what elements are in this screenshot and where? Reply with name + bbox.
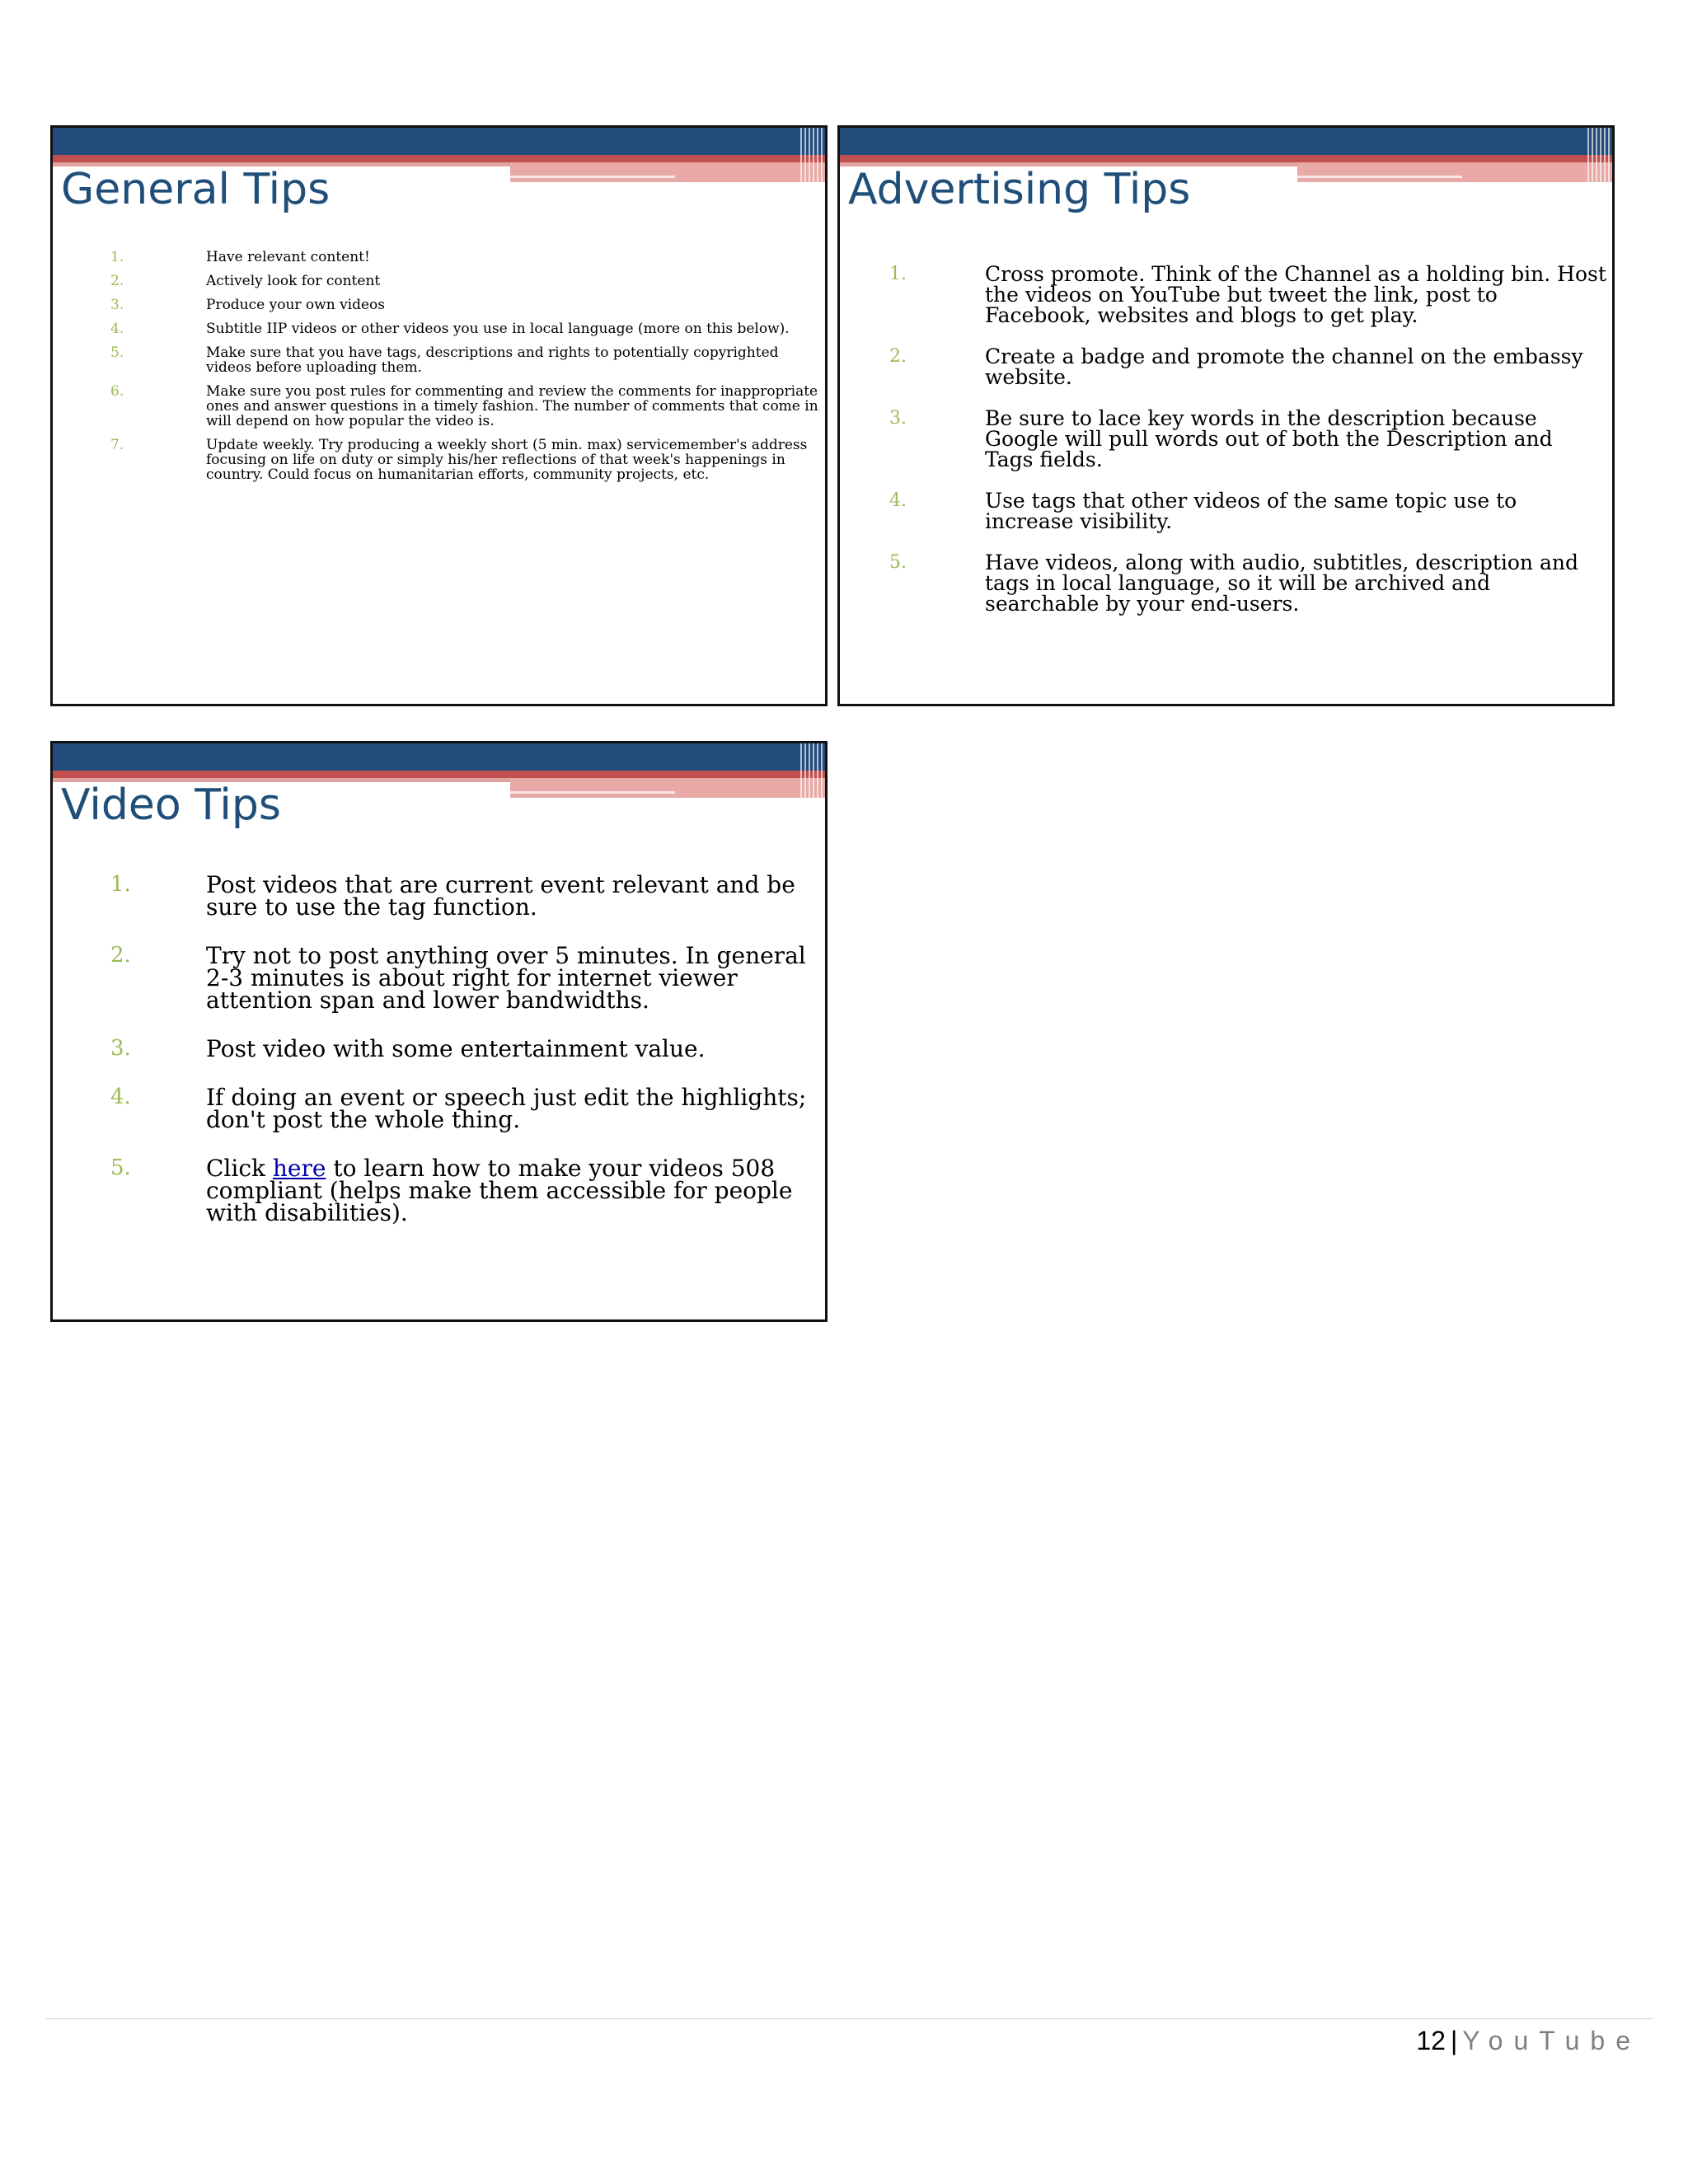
- item-number: 4.: [889, 490, 907, 511]
- page-footer: [1416, 2022, 1641, 2060]
- item-number: 1.: [110, 872, 131, 897]
- list-item: [110, 1157, 819, 1224]
- slide-title: General Tips: [61, 165, 331, 214]
- list-item: [110, 345, 819, 375]
- item-number: 3.: [110, 297, 124, 313]
- slide-general-tips: [50, 125, 828, 706]
- footer-section-label: YouTube: [1462, 2026, 1641, 2055]
- slide-video-tips: [50, 741, 828, 1322]
- slide-title: Video Tips: [61, 780, 281, 830]
- item-number: 1.: [889, 264, 907, 284]
- item-text: Make sure you post rules for commenting and review the comments for inappropriate ones and answer questions in a timely fashion. The number of comments that come in will depend on how popular the video is.: [206, 383, 818, 429]
- list-item: [110, 321, 819, 336]
- item-text: Be sure to lace key words in the description because Google will pull words out of both the Description and Tags fields.: [985, 406, 1553, 471]
- footer-separator: |: [1450, 2026, 1458, 2055]
- list-item: [110, 384, 819, 429]
- item-number: 7.: [110, 437, 124, 453]
- list-item: [110, 438, 819, 482]
- list-item: [110, 298, 819, 312]
- list-item: [889, 264, 1606, 326]
- item-number: 2.: [110, 273, 124, 289]
- list-item: [110, 274, 819, 288]
- list-item: [889, 552, 1606, 614]
- list-item: [889, 346, 1606, 387]
- tips-list: [110, 250, 819, 491]
- item-text: [206, 1157, 819, 1224]
- item-text-suffix: to learn how to make your videos 508 compliant (helps make them accessible for people with disabilities).: [206, 1155, 793, 1226]
- item-number: 1.: [110, 249, 124, 265]
- item-text: Use tags that other videos of the same topic use to increase visibility.: [985, 489, 1517, 533]
- slide-advertising-tips: [837, 125, 1615, 706]
- item-number: 5.: [110, 1155, 131, 1180]
- item-text: If doing an event or speech just edit the highlights; don't post the whole thing.: [206, 1084, 807, 1133]
- slide-title: Advertising Tips: [848, 165, 1191, 214]
- list-item: [110, 1035, 819, 1062]
- list-item: [110, 871, 819, 921]
- tips-list: [110, 871, 819, 1250]
- item-text: Try not to post anything over 5 minutes. In general 2-3 minutes is about right for internet viewer attention span and lower bandwidths.: [206, 942, 806, 1014]
- here-link[interactable]: here: [272, 1155, 326, 1182]
- footer-divider: [45, 2018, 1653, 2019]
- item-text: Update weekly. Try producing a weekly short (5 min. max) servicemember's address focusing on life on duty or simply his/her reflections of that week's happenings in country. Could focus on humanitarian efforts, community projects, etc.: [206, 437, 808, 483]
- item-number: 4.: [110, 1085, 131, 1109]
- item-text: Create a badge and promote the channel on the embassy website.: [985, 344, 1583, 389]
- item-number: 5.: [110, 344, 124, 361]
- tips-list: [889, 264, 1606, 635]
- list-item: [889, 408, 1606, 470]
- list-item: [889, 490, 1606, 532]
- item-number: 3.: [110, 1036, 131, 1061]
- item-text: Make sure that you have tags, descriptions and rights to potentially copyrighted videos before uploading them.: [206, 344, 779, 376]
- item-text: Cross promote. Think of the Channel as a holding bin. Host the videos on YouTube but tweet the link, post to Facebook, websites and blogs to get play.: [985, 262, 1606, 327]
- item-number: 6.: [110, 383, 124, 400]
- item-number: 5.: [889, 552, 907, 573]
- item-text: Produce your own videos: [206, 297, 386, 313]
- item-text: Subtitle IIP videos or other videos you use in local language (more on this below).: [206, 321, 790, 337]
- item-number: 4.: [110, 321, 124, 337]
- page-number: 12: [1416, 2026, 1446, 2055]
- item-text-prefix: Click: [206, 1155, 273, 1182]
- item-text: Have relevant content!: [206, 249, 370, 265]
- item-text: Actively look for content: [206, 273, 381, 289]
- item-number: 3.: [889, 408, 907, 429]
- item-text: Post video with some entertainment value.: [206, 1035, 706, 1062]
- list-item: [110, 1086, 819, 1131]
- item-text: Post videos that are current event relevant and be sure to use the tag function.: [206, 871, 795, 921]
- item-text: Have videos, along with audio, subtitles, description and tags in local language, so it will be archived and searchable by your end-users.: [985, 551, 1578, 616]
- list-item: [110, 250, 819, 265]
- item-number: 2.: [110, 943, 131, 968]
- list-item: [110, 942, 819, 1014]
- item-number: 2.: [889, 346, 907, 367]
